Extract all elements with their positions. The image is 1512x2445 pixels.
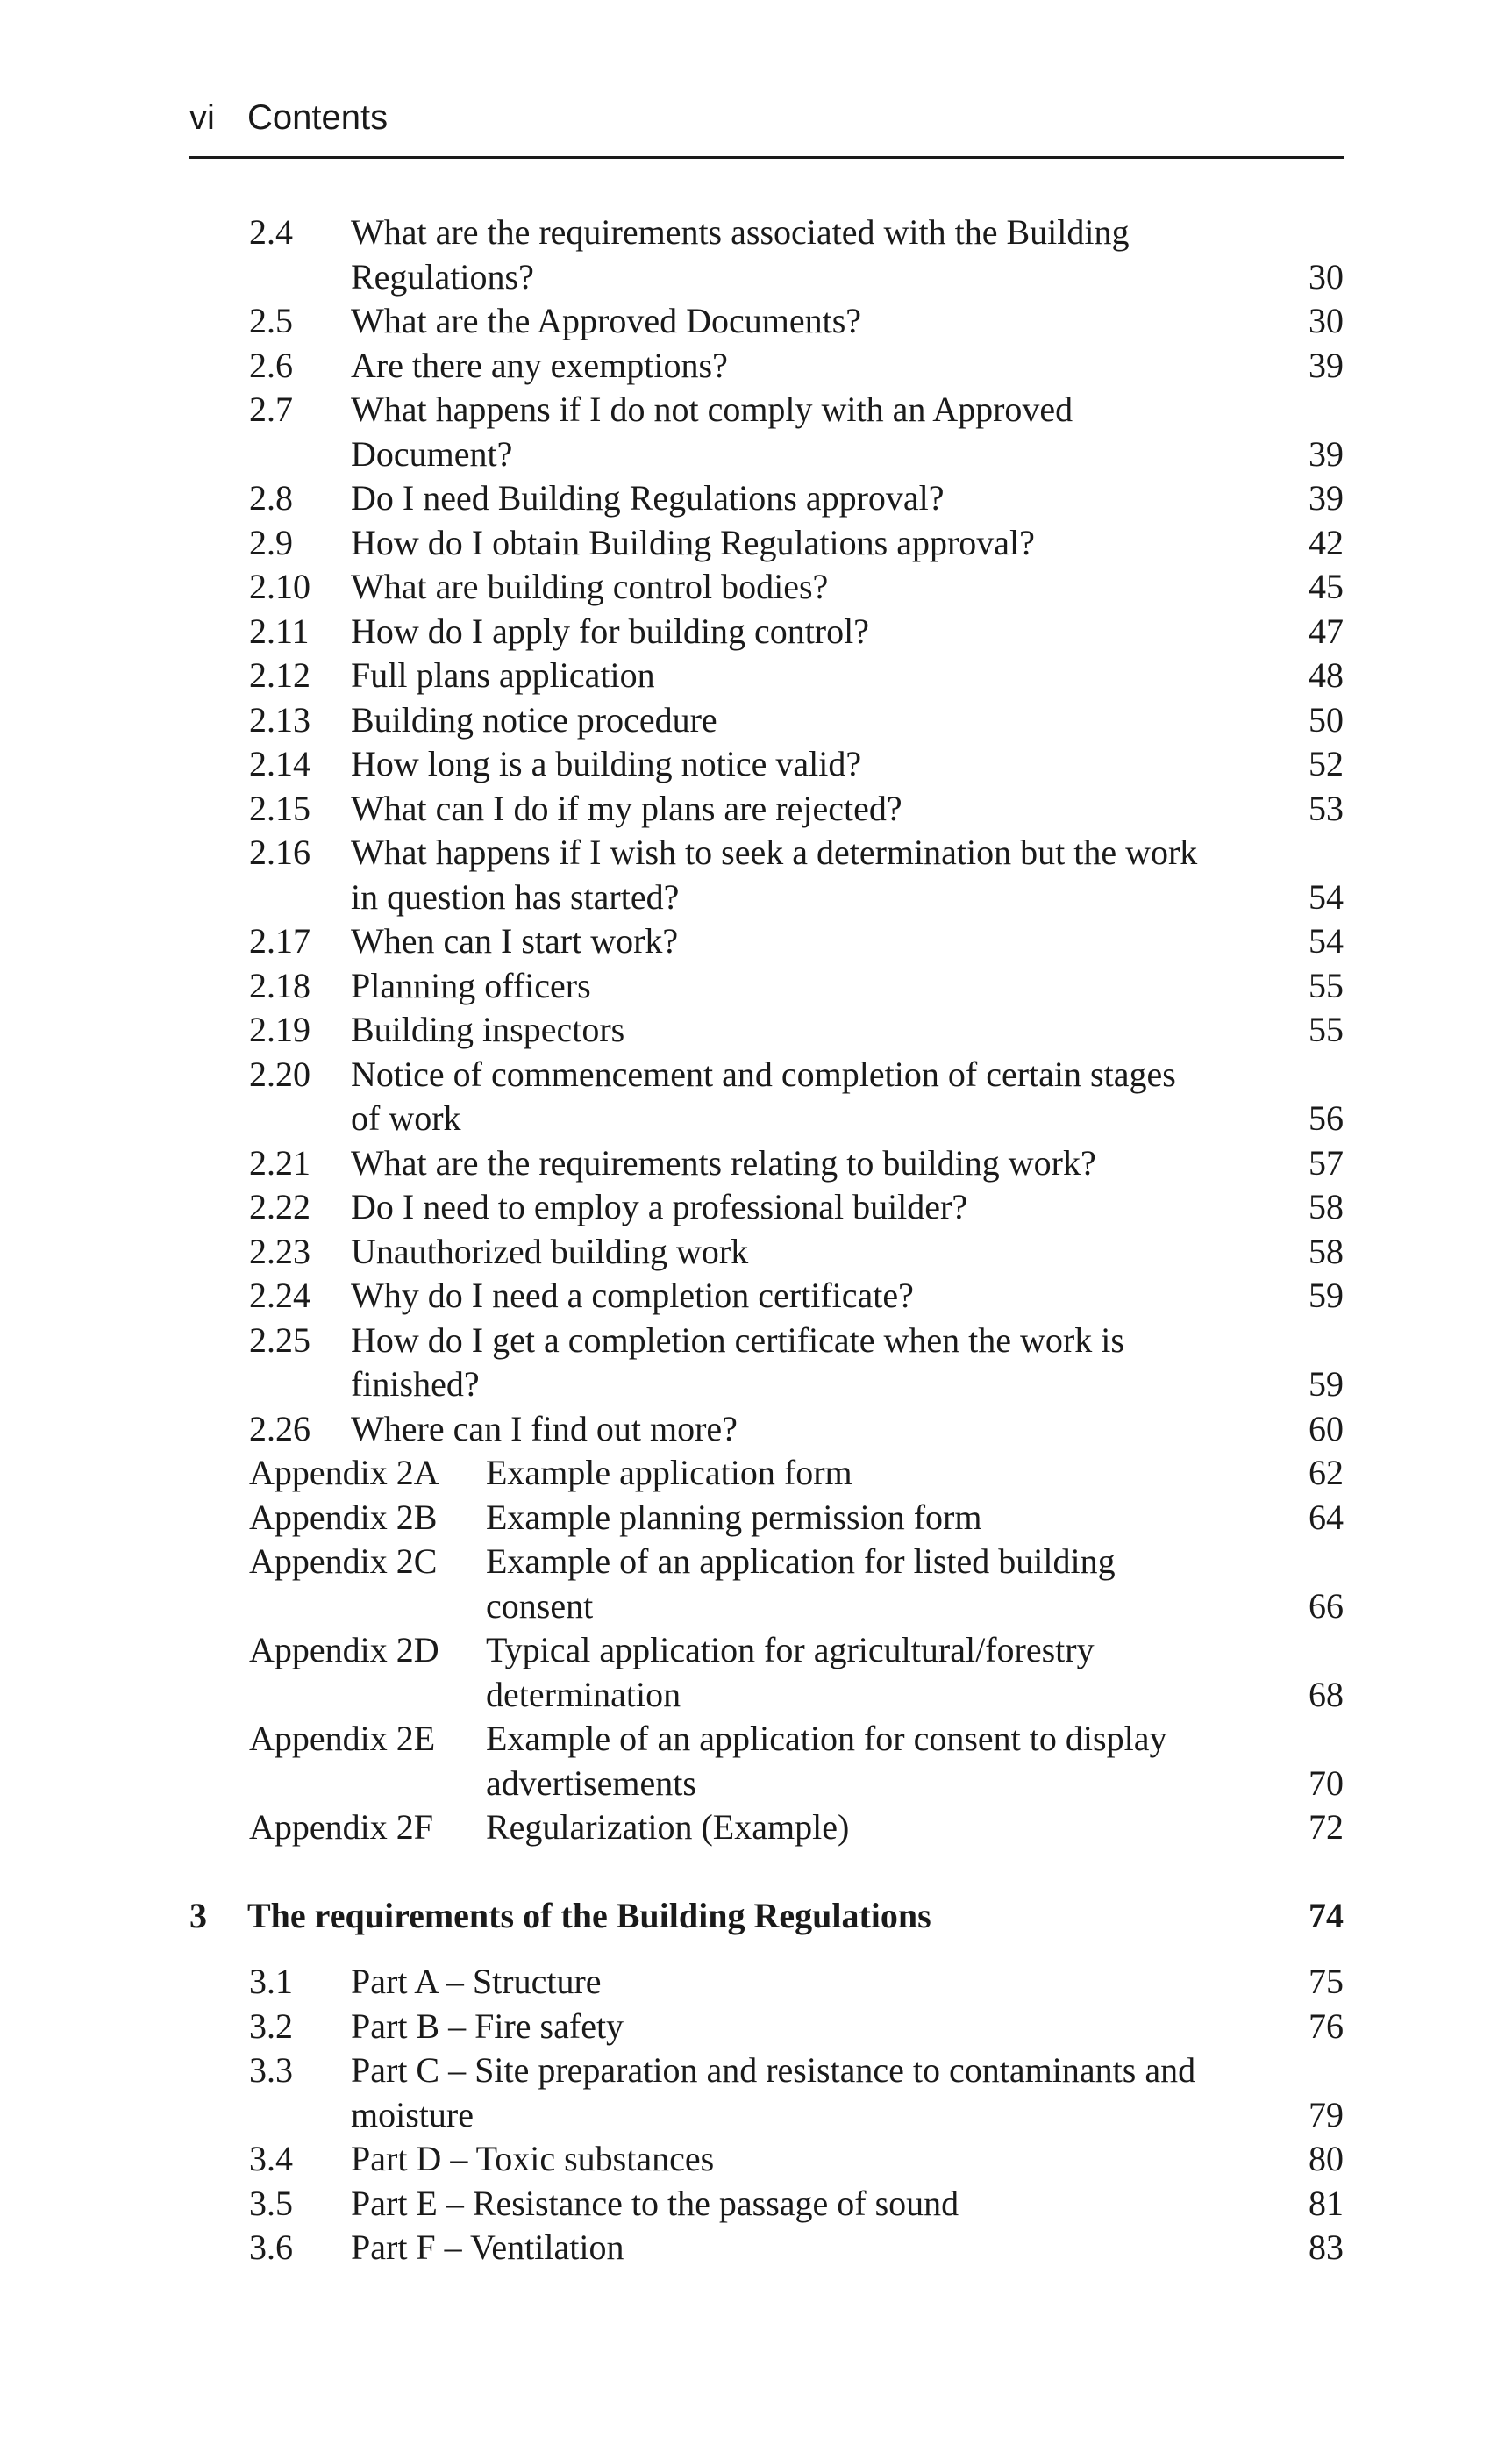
entry-title: Why do I need a completion certificate? <box>351 1276 914 1315</box>
entry-page: 48 <box>1309 655 1344 695</box>
toc-entry[interactable] <box>189 2048 1344 2137</box>
entry-title: Where can I find out more? <box>351 1408 738 1448</box>
toc-entry[interactable] <box>189 919 1344 964</box>
entry-title: Building inspectors <box>351 1010 625 1049</box>
entry-title: How do I obtain Building Regulations approval? <box>351 522 1035 562</box>
appendix-title: Example of an application for consent to display advertisements <box>486 1719 1167 1803</box>
entry-number: 2.6 <box>249 345 293 385</box>
appendix-page: 68 <box>1309 1674 1344 1714</box>
entry-number: 2.11 <box>249 611 310 651</box>
entry-number: 2.12 <box>249 655 310 695</box>
entry-page: 60 <box>1309 1408 1344 1448</box>
toc-entry[interactable] <box>189 344 1344 389</box>
entry-title: When can I start work? <box>351 921 679 961</box>
appendix-page: 64 <box>1309 1497 1344 1537</box>
toc-entry[interactable] <box>189 211 1344 299</box>
chapter-title: The requirements of the Building Regulations <box>247 1895 931 1935</box>
running-head <box>189 95 1344 159</box>
toc-entry[interactable] <box>189 831 1344 919</box>
appendix-number: Appendix 2B <box>249 1497 438 1537</box>
entry-page: 54 <box>1309 876 1344 917</box>
chapter-section-list <box>189 1960 1344 2270</box>
entry-title: Unauthorized building work <box>351 1231 749 1271</box>
entry-page: 52 <box>1309 744 1344 783</box>
entry-page: 30 <box>1309 256 1344 297</box>
page-folio: vi <box>189 98 215 137</box>
entry-number: 2.7 <box>249 390 293 429</box>
toc-appendix-entry[interactable] <box>189 1717 1344 1805</box>
chapter-page: 74 <box>1309 1895 1344 1935</box>
entry-title: What are the requirements associated with the Building Regulations? <box>351 212 1130 297</box>
toc-entry[interactable] <box>189 1960 1344 2005</box>
entry-number: 3.3 <box>249 2050 293 2090</box>
entry-title: What are the Approved Documents? <box>351 301 862 340</box>
entry-title: Part D – Toxic substances <box>351 2139 715 2178</box>
toc-appendix-entry[interactable] <box>189 1496 1344 1541</box>
entry-title: Are there any exemptions? <box>351 345 728 385</box>
toc-appendix-entry[interactable] <box>189 1628 1344 1717</box>
toc-entry[interactable] <box>189 476 1344 521</box>
appendix-number: Appendix 2C <box>249 1541 438 1581</box>
toc-entry[interactable] <box>189 299 1344 344</box>
entry-page: 39 <box>1309 433 1344 474</box>
entry-number: 2.9 <box>249 522 293 562</box>
entry-title: Full plans application <box>351 655 655 695</box>
entry-number: 3.5 <box>249 2183 293 2223</box>
toc-entry[interactable] <box>189 698 1344 743</box>
entry-number: 2.5 <box>249 301 293 340</box>
entry-page: 47 <box>1309 611 1344 651</box>
toc-entry[interactable] <box>189 2182 1344 2227</box>
toc-chapter-entry[interactable] <box>189 1894 1344 1939</box>
toc-entry[interactable] <box>189 1230 1344 1275</box>
entry-title: Part A – Structure <box>351 1962 602 2001</box>
appendix-title: Example application form <box>486 1453 852 1492</box>
entry-number: 3.1 <box>249 1962 293 2001</box>
entry-number: 2.4 <box>249 212 293 252</box>
appendix-number: Appendix 2E <box>249 1719 436 1758</box>
entry-title: What can I do if my plans are rejected? <box>351 788 902 828</box>
toc-entry[interactable] <box>189 742 1344 787</box>
toc-entry[interactable] <box>189 964 1344 1009</box>
toc-entry[interactable] <box>189 610 1344 654</box>
entry-number: 2.19 <box>249 1010 310 1049</box>
entry-title: How long is a building notice valid? <box>351 744 862 783</box>
entry-title: Part E – Resistance to the passage of sound <box>351 2183 959 2223</box>
entry-number: 3.2 <box>249 2005 293 2046</box>
toc-entry[interactable] <box>189 787 1344 832</box>
entry-page: 57 <box>1309 1142 1344 1183</box>
entry-title: Part B – Fire safety <box>351 2005 624 2046</box>
entry-page: 80 <box>1309 2139 1344 2178</box>
appendix-page: 72 <box>1309 1807 1344 1847</box>
toc-entry[interactable] <box>189 1141 1344 1186</box>
entry-title: What happens if I do not comply with an Approved Document? <box>351 390 1073 474</box>
running-head-title: Contents <box>247 98 389 137</box>
entry-number: 2.17 <box>249 921 310 961</box>
toc-entry[interactable] <box>189 565 1344 610</box>
toc-entry[interactable] <box>189 388 1344 476</box>
entry-number: 2.14 <box>249 744 310 783</box>
entry-page: 30 <box>1309 301 1344 340</box>
toc-appendix-entry[interactable] <box>189 1451 1344 1496</box>
appendix-number: Appendix 2D <box>249 1630 439 1669</box>
appendix-page: 62 <box>1309 1453 1344 1492</box>
entry-number: 2.22 <box>249 1187 310 1226</box>
toc-entry[interactable] <box>189 1274 1344 1319</box>
appendix-number: Appendix 2F <box>249 1807 433 1847</box>
entry-number: 2.20 <box>249 1054 310 1094</box>
entry-page: 79 <box>1309 2094 1344 2134</box>
appendix-title: Example of an application for listed building consent <box>486 1541 1116 1626</box>
toc-entry[interactable] <box>189 521 1344 566</box>
entry-number: 2.26 <box>249 1408 310 1448</box>
entry-title: What are building control bodies? <box>351 567 829 606</box>
entry-number: 3.6 <box>249 2227 293 2267</box>
toc-entry[interactable] <box>189 1053 1344 1141</box>
entry-number: 2.24 <box>249 1276 310 1315</box>
entry-number: 2.8 <box>249 478 293 518</box>
toc-entry[interactable] <box>189 1008 1344 1053</box>
entry-title: How do I get a completion certificate when the work is finished? <box>351 1319 1124 1404</box>
entry-page: 76 <box>1309 2005 1344 2046</box>
entry-title: Planning officers <box>351 965 591 1005</box>
toc-appendix-entry[interactable] <box>189 1540 1344 1628</box>
entry-title: What are the requirements relating to building work? <box>351 1142 1096 1183</box>
entry-page: 59 <box>1309 1364 1344 1404</box>
entry-title: How do I apply for building control? <box>351 611 869 651</box>
toc-entry[interactable] <box>189 1407 1344 1452</box>
toc-entry[interactable] <box>189 1319 1344 1407</box>
appendix-page: 70 <box>1309 1762 1344 1803</box>
entry-page: 55 <box>1309 965 1344 1005</box>
entry-title: Part C – Site preparation and resistance to contaminants and moisture <box>351 2050 1196 2134</box>
entry-title: Part F – Ventilation <box>351 2227 624 2267</box>
toc-entry[interactable] <box>189 2137 1344 2182</box>
entry-page: 39 <box>1309 345 1344 385</box>
entry-page: 58 <box>1309 1187 1344 1226</box>
entry-number: 3.4 <box>249 2139 293 2178</box>
appendix-title: Regularization (Example) <box>486 1807 850 1847</box>
entry-title: Do I need Building Regulations approval? <box>351 478 945 518</box>
appendix-title: Example planning permission form <box>486 1497 982 1537</box>
table-of-contents <box>189 211 1344 2270</box>
entry-page: 55 <box>1309 1010 1344 1049</box>
entry-number: 2.15 <box>249 788 310 828</box>
entry-number: 2.25 <box>249 1319 310 1360</box>
entry-number: 2.16 <box>249 833 310 872</box>
entry-page: 42 <box>1309 522 1344 562</box>
entry-page: 75 <box>1309 1962 1344 2001</box>
entry-number: 2.23 <box>249 1231 310 1271</box>
entry-page: 58 <box>1309 1231 1344 1271</box>
entry-page: 81 <box>1309 2183 1344 2223</box>
entry-number: 2.21 <box>249 1142 310 1183</box>
entry-page: 54 <box>1309 921 1344 961</box>
section-list <box>189 211 1344 1451</box>
toc-entry[interactable] <box>189 654 1344 698</box>
entry-title: Do I need to employ a professional builder? <box>351 1187 968 1226</box>
toc-appendix-entry[interactable] <box>189 1805 1344 1850</box>
chapter-number: 3 <box>189 1895 207 1935</box>
entry-page: 56 <box>1309 1098 1344 1138</box>
toc-entry[interactable] <box>189 1185 1344 1230</box>
appendix-title: Typical application for agricultural/forestry determination <box>486 1630 1095 1714</box>
entry-number: 2.13 <box>249 699 310 740</box>
entry-title: What happens if I wish to seek a determination but the work in question has started? <box>351 833 1198 917</box>
entry-title: Building notice procedure <box>351 699 717 740</box>
entry-page: 45 <box>1309 567 1344 606</box>
appendix-number: Appendix 2A <box>249 1453 439 1492</box>
entry-page: 39 <box>1309 478 1344 518</box>
entry-page: 50 <box>1309 699 1344 740</box>
toc-entry[interactable] <box>189 2226 1344 2270</box>
entry-page: 53 <box>1309 788 1344 828</box>
toc-entry[interactable] <box>189 2005 1344 2049</box>
entry-page: 83 <box>1309 2227 1344 2267</box>
appendix-page: 66 <box>1309 1585 1344 1626</box>
entry-number: 2.18 <box>249 965 310 1005</box>
appendix-list <box>189 1451 1344 1850</box>
entry-number: 2.10 <box>249 567 310 606</box>
entry-title: Notice of commencement and completion of certain stages of work <box>351 1054 1176 1138</box>
entry-page: 59 <box>1309 1276 1344 1315</box>
